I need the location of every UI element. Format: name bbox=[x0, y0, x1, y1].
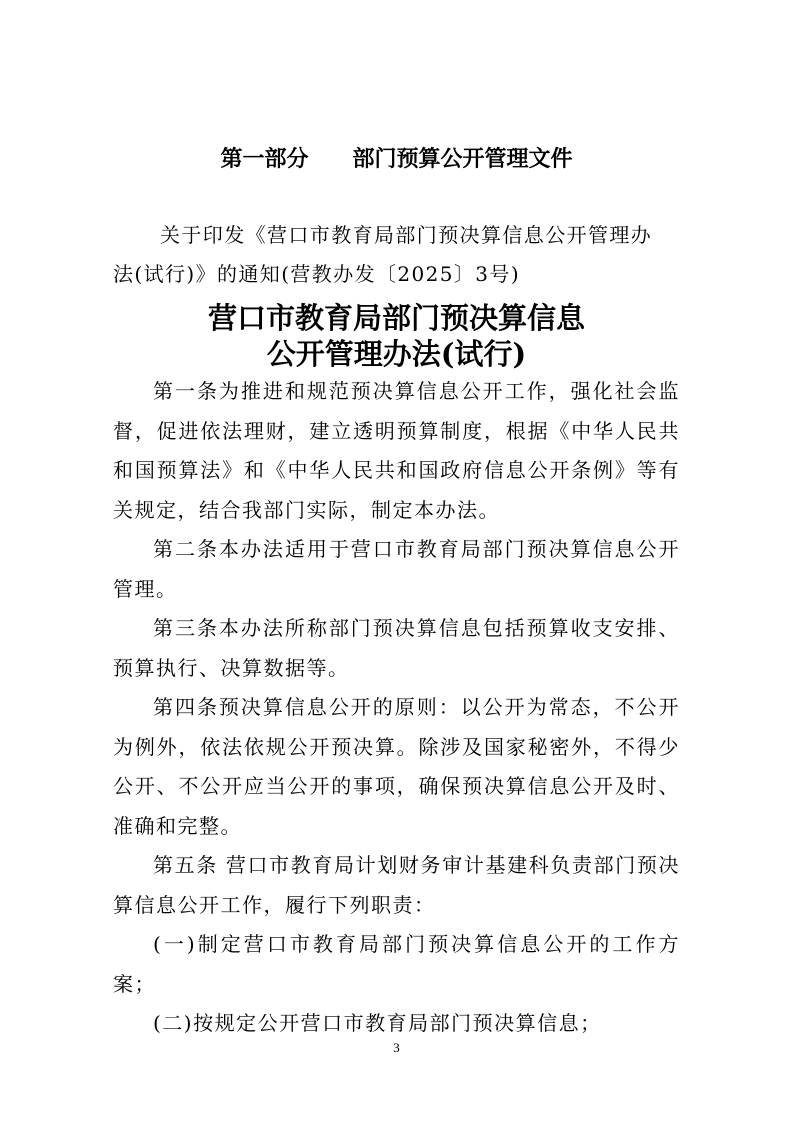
document-title-line2: 公开管理办法(试行) bbox=[266, 337, 527, 371]
article-5-paragraph: 第五条 营口市教育局计划财务审计基建科负责部门预决算信息公开工作，履行下列职责： bbox=[113, 853, 680, 917]
article-2-paragraph: 第二条本办法适用于营口市教育局部门预决算信息公开管理。 bbox=[113, 537, 680, 601]
article-1-paragraph: 第一条为推进和规范预决算信息公开工作，强化社会监督，促进依法理财，建立透明预算制度，根据《中华人民共和国预算法》和《中华人民共和国政府信息公开条例》等有关规定，结合我部门实际，制定本办法。 bbox=[113, 379, 680, 522]
notice-title bbox=[113, 216, 673, 294]
notice-title-text: 关于印发《营口市教育局部门预决算信息公开管理办法(试行)》的通知(营教办发〔2025〕3号) bbox=[113, 223, 653, 286]
document-body bbox=[113, 372, 680, 1044]
page-number: 3 bbox=[393, 1040, 400, 1055]
article-4-paragraph: 第四条预决算信息公开的原则：以公开为常态，不公开为例外，依法依规公开预决算。除涉及国家秘密外，不得少公开、不公开应当公开的事项，确保预决算信息公开及时、准确和完整。 bbox=[113, 695, 680, 838]
duty-item-2: (二)按规定公开营口市教育局部门预决算信息； bbox=[153, 1011, 602, 1035]
document-title bbox=[0, 300, 793, 372]
section-heading: 第一部分 部门预算公开管理文件 bbox=[220, 147, 573, 172]
article-3-paragraph: 第三条本办法所称部门预决算信息包括预算收支安排、预算执行、决算数据等。 bbox=[113, 616, 680, 680]
document-title-line1: 营口市教育局部门预决算信息 bbox=[207, 301, 585, 335]
duty-item-1: (一)制定营口市教育局部门预决算信息公开的工作方案； bbox=[113, 932, 680, 996]
